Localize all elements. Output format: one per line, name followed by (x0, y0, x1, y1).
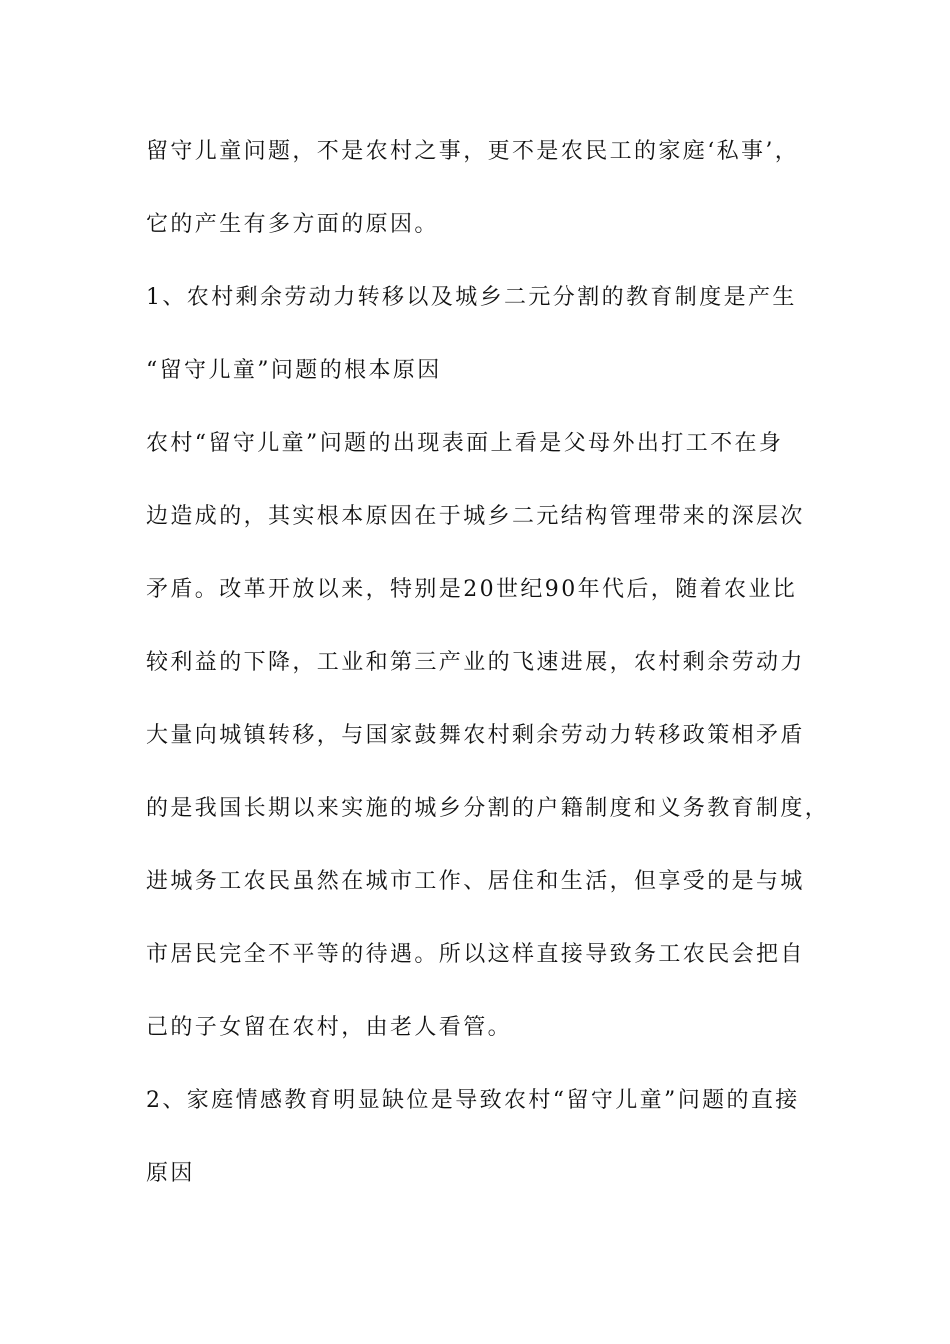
paragraph-line: 进城务工农民虽然在城市工作、居住和生活，但享受的是与城 (146, 869, 805, 894)
section-heading-line: 2、家庭情感教育明显缺位是导致农村“留守儿童”问题的直接 (146, 1088, 800, 1113)
paragraph-line: 的是我国长期以来实施的城乡分割的户籍制度和义务教育制度， (146, 796, 830, 821)
paragraph-line: 市居民完全不平等的待遇。所以这样直接导致务工农民会把自 (146, 942, 805, 967)
paragraph-line: 己的子女留在农村，由老人看管。 (146, 1015, 513, 1040)
section-heading-line: 1、农村剩余劳动力转移以及城乡二元分割的教育制度是产生 (146, 285, 797, 310)
paragraph-line: 较利益的下降，工业和第三产业的飞速进展，农村剩余劳动力 (146, 650, 805, 675)
paragraph-line: 留守儿童问题，不是农村之事，更不是农民工的家庭‘私事’， (146, 139, 800, 164)
section-heading-line: 原因 (146, 1161, 195, 1186)
paragraph-line: 农村“留守儿童”问题的出现表面上看是父母外出打工不在身 (146, 431, 784, 456)
paragraph-line: 它的产生有多方面的原因。 (146, 212, 439, 237)
paragraph-line: 边造成的，其实根本原因在于城乡二元结构管理带来的深层次 (146, 504, 805, 529)
document-body (146, 129, 830, 1224)
section-heading-line: “留守儿童”问题的根本原因 (146, 358, 442, 383)
paragraph-line: 矛盾。改革开放以来，特别是20世纪90年代后，随着农业比 (146, 577, 798, 602)
paragraph-line: 大量向城镇转移，与国家鼓舞农村剩余劳动力转移政策相矛盾 (146, 723, 805, 748)
